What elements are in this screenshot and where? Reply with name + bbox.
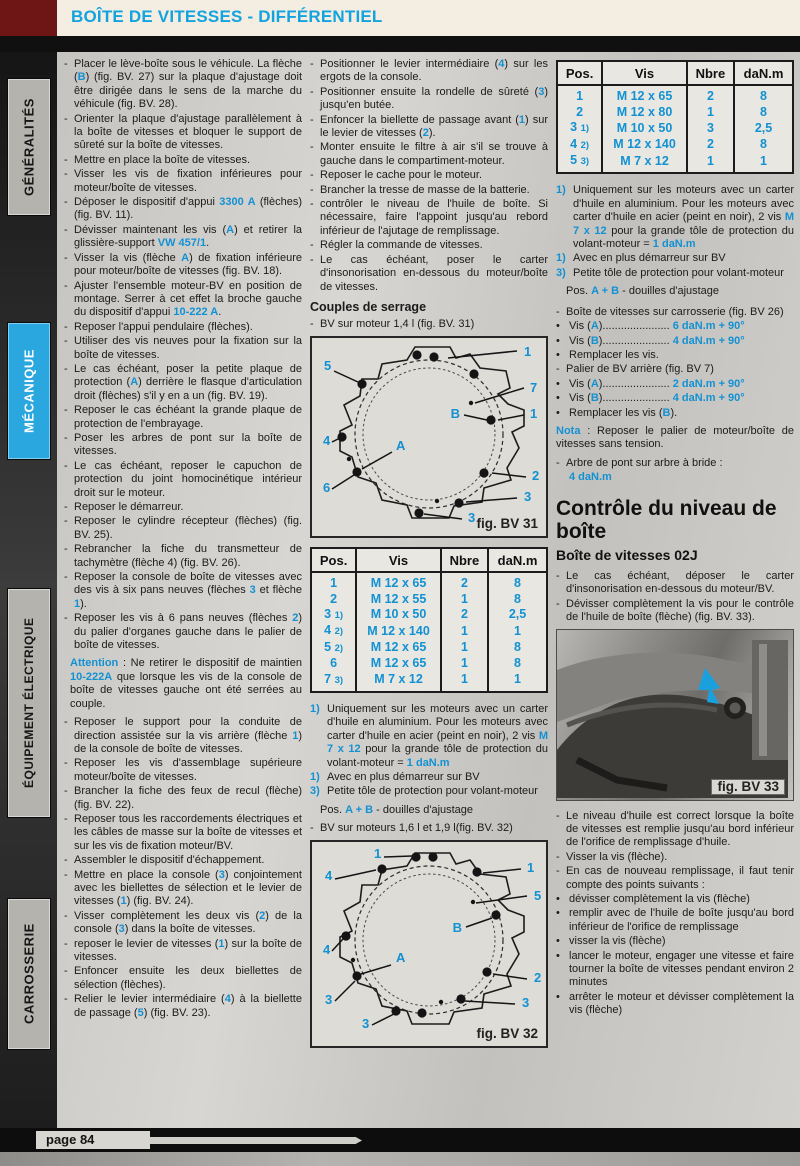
list-item: - Dévisser maintenant les vis (A) et retirer la glissière-support VW 457/1. bbox=[64, 223, 303, 250]
figure-label: 1 bbox=[530, 405, 538, 421]
torque-spec-list bbox=[556, 306, 794, 420]
bolt-dot bbox=[456, 994, 465, 1003]
table-row bbox=[311, 672, 547, 692]
cell: M 7 x 12 bbox=[602, 153, 687, 173]
bolt-dot bbox=[347, 457, 351, 461]
figure-bv33-photo bbox=[556, 629, 794, 801]
list-item: • Vis (A)...................... 2 daN.m + 90° bbox=[556, 377, 745, 390]
bolt-dot bbox=[472, 867, 481, 876]
list-item: Attention : Ne retirer le dispositif de maintien 10-222A que lorsque les vis de la console de boîte de vitesses gauche ont été serrées au couple. bbox=[70, 657, 302, 710]
list-item: 1) Avec en plus démarreur sur BV bbox=[556, 252, 726, 265]
header-divider bbox=[0, 36, 800, 52]
figure-bv31 bbox=[310, 336, 548, 538]
list-item: - Enfoncer ensuite les deux biellettes de sélection (flèches). bbox=[64, 965, 302, 991]
cell: 2,5 bbox=[734, 120, 793, 136]
procedure-list-middle bbox=[310, 58, 548, 294]
callout-line bbox=[466, 918, 492, 927]
list-item: • remplir avec de l'huile de boîte jusqu'au bord inférieur de l'orifice de remplissage bbox=[556, 907, 794, 933]
bolt-dot bbox=[469, 401, 473, 405]
list-item: • dévisser complètement la vis (flèche) bbox=[556, 893, 750, 906]
sidebar-tab-carrosserie[interactable] bbox=[7, 898, 51, 1050]
list-item: - Arbre de pont sur arbre à bride : bbox=[556, 456, 723, 469]
cell: 8 bbox=[488, 656, 547, 671]
cell: 1 bbox=[687, 105, 734, 120]
list-item: - Déposer le dispositif d'appui 3300 A (flèches) (fig. BV. 11). bbox=[64, 196, 302, 222]
page-header bbox=[57, 0, 800, 36]
torque-table-1619l bbox=[556, 60, 794, 174]
figure-bv32 bbox=[310, 840, 548, 1048]
cell: 5 2) bbox=[324, 639, 344, 654]
column-header: Vis bbox=[356, 548, 441, 572]
cell: M 12 x 65 bbox=[602, 85, 687, 104]
figure-label: 4 bbox=[323, 432, 331, 448]
cell: 2 bbox=[576, 104, 584, 119]
bolt-dot bbox=[454, 498, 463, 507]
sidebar-tab-equipement-electrique[interactable] bbox=[7, 588, 51, 818]
section-tab-sidebar bbox=[0, 52, 57, 1128]
list-item: - Positionner le levier intermédiaire (4) sur les ergots de la console. bbox=[310, 58, 548, 84]
figure-label: 4 bbox=[323, 941, 331, 957]
cell: 8 bbox=[488, 572, 547, 591]
tab-label: CARROSSERIE bbox=[21, 923, 37, 1025]
cell: 1 bbox=[488, 672, 547, 692]
underbody-photo-art bbox=[557, 630, 788, 798]
cell: 5 3) bbox=[570, 153, 590, 168]
figure-label: 3 bbox=[325, 991, 333, 1007]
list-item: - Mettre en place la console (3) conjointement avec les biellettes de sélection et le levier de vitesses (1) (fig. BV. 24). bbox=[64, 868, 302, 908]
list-item: - Placer le lève-boîte sous le véhicule. La flèche (B) (fig. BV. 27) sur la plaque d'ajustage doit être dirigée dans le sens de la marche du véhicule (fig. BV. 28). bbox=[64, 58, 302, 111]
column-middle bbox=[310, 58, 548, 1057]
list-item: - Reposer le démarreur. bbox=[64, 501, 184, 513]
list-item: - Palier de BV arrière (fig. BV 7) bbox=[556, 363, 714, 376]
list-item: - Dévisser complètement la vis pour le contrôle de l'huile de boîte (flèche) (fig. BV. 33). bbox=[556, 597, 794, 624]
callout-line bbox=[372, 1014, 394, 1025]
callout-line bbox=[335, 870, 376, 879]
figure-label: 2 bbox=[532, 467, 540, 483]
list-item: - Brancher la fiche des feux de recul (flèche) (fig. BV. 22). bbox=[64, 785, 302, 811]
bolt-dot bbox=[469, 369, 478, 378]
bolt-dot bbox=[471, 899, 475, 903]
cell: M 12 x 140 bbox=[356, 623, 441, 639]
list-item: 1) Uniquement sur les moteurs avec un carter d'huile en aluminium. Pour les moteurs avec carter d'huile en acier (peint en noir), 2 vis M 7 x 12 pour la grande tôle de protection du volant-moteur = 1 daN.m bbox=[556, 184, 794, 251]
table-row bbox=[311, 607, 547, 623]
list-item: - BV sur moteurs 1,6 l et 1,9 l(fig. BV. 32) bbox=[310, 822, 513, 835]
callout-line bbox=[475, 388, 524, 403]
cell: 7 3) bbox=[324, 671, 344, 686]
figure-caption: fig. BV 33 bbox=[711, 779, 785, 794]
cell: M 10 x 50 bbox=[602, 120, 687, 136]
bolt-dot bbox=[435, 499, 439, 503]
bolt-dot bbox=[377, 864, 386, 873]
list-item: - Visser la vis (flèche A) de fixation inférieure pour moteur/boîte de vitesses (fig. BV. 18). bbox=[64, 251, 303, 278]
bolt-dot bbox=[357, 379, 366, 388]
cell: 1 bbox=[441, 592, 488, 607]
fig31-intro bbox=[310, 318, 548, 331]
table-row bbox=[311, 656, 547, 671]
cell: M 12 x 140 bbox=[602, 137, 687, 153]
cell: M 12 x 65 bbox=[356, 640, 441, 656]
cell: 1 bbox=[441, 640, 488, 656]
table-row bbox=[311, 623, 547, 639]
cell: M 10 x 50 bbox=[356, 607, 441, 623]
tab-label: GÉNÉRALITÉS bbox=[21, 98, 37, 196]
column-header: Nbre bbox=[441, 548, 488, 572]
list-item: • Remplacer les vis. bbox=[556, 348, 659, 361]
torque-heading: Couples de serrage bbox=[310, 299, 427, 314]
list-item: 3) Petite tôle de protection pour volant-moteur bbox=[310, 785, 538, 798]
list-item: - Reposer le cas échéant la grande plaque de protection de l'embrayage. bbox=[64, 404, 302, 430]
procedure-list-left bbox=[64, 58, 302, 1020]
list-item: - En cas de nouveau remplissage, il faut tenir compte des points suivants : bbox=[556, 865, 794, 891]
list-item: - Utiliser des vis neuves pour la fixation sur la boîte de vitesses. bbox=[64, 335, 302, 361]
bolt-dot bbox=[352, 971, 361, 980]
figure-label: 7 bbox=[530, 379, 538, 395]
figure-label: B bbox=[452, 919, 462, 935]
cell: M 7 x 12 bbox=[356, 672, 441, 692]
table-row bbox=[557, 85, 793, 104]
bolt-dot bbox=[414, 508, 423, 517]
column-right bbox=[556, 58, 794, 1019]
bolt-dot bbox=[412, 350, 421, 359]
callout-line bbox=[332, 475, 354, 489]
figure-label: 1 bbox=[524, 343, 532, 359]
list-item: - Relier le levier intermédiaire (4) à la biellette de passage (5) (fig. BV. 23). bbox=[64, 993, 302, 1019]
table-row bbox=[557, 120, 793, 136]
bolt-dot bbox=[429, 352, 438, 361]
bolt-dot bbox=[417, 1008, 426, 1017]
table-row bbox=[557, 105, 793, 120]
list-item: - Assembler le dispositif d'échappement. bbox=[64, 854, 265, 867]
list-item: - Rebrancher la fiche du transmetteur de tachymètre (flèche 4) (fig. BV. 26). bbox=[64, 543, 302, 569]
column-header: Pos. bbox=[557, 61, 602, 85]
table-row bbox=[311, 592, 547, 607]
cell: 1 bbox=[734, 153, 793, 173]
fig32-intro bbox=[310, 822, 548, 835]
list-item: - Reposer les vis d'assemblage supérieure moteur/boîte de vitesses. bbox=[64, 757, 302, 783]
column-left bbox=[64, 58, 302, 1021]
cell: 2 bbox=[687, 137, 734, 153]
list-item: - Reposer le support pour la conduite de direction assistée sur la vis arrière (flèche 1) de la console de boîte de vitesses. bbox=[64, 716, 302, 755]
bolt-dot bbox=[479, 468, 488, 477]
cell: 3 1) bbox=[570, 120, 590, 135]
callout-line bbox=[384, 856, 412, 857]
list-item: - Monter ensuite le filtre à air s'il se trouve à gauche dans le compartiment-moteur. bbox=[310, 141, 548, 167]
list-item: - Reposer l'appui pendulaire (flèches). bbox=[64, 320, 253, 333]
cell: 8 bbox=[734, 85, 793, 104]
list-item: • Vis (B)...................... 4 daN.m + 90° bbox=[556, 334, 745, 347]
figure-label: 3 bbox=[468, 509, 476, 525]
oil-check-steps bbox=[556, 570, 794, 625]
bolt-dot bbox=[439, 999, 443, 1003]
scan-edge bbox=[0, 1152, 800, 1166]
footnotes-right bbox=[556, 184, 794, 280]
figure-label: 5 bbox=[324, 357, 332, 373]
list-item: - Boîte de vitesses sur carrosserie (fig. BV 26) bbox=[556, 305, 784, 318]
callout-line bbox=[334, 371, 358, 382]
list-item: • lancer le moteur, engager une vitesse et faire tourner la boîte de vitesses pendant environ 2 minutes bbox=[556, 949, 794, 989]
bellhousing-diagram-bv31 bbox=[312, 338, 545, 536]
corner-red-block bbox=[0, 0, 57, 36]
list-item: - Reposer les vis à 6 pans neuves (flèches 2) du palier d'organes gauche dans le palier de boîte de vitesses. bbox=[64, 612, 302, 652]
callout-line bbox=[448, 351, 517, 358]
list-item: - Mettre en place la boîte de vitesses. bbox=[64, 153, 251, 166]
figure-label: 2 bbox=[534, 969, 542, 985]
table-row bbox=[557, 153, 793, 173]
subheading-gearbox-02j: Boîte de vitesses 02J bbox=[556, 546, 698, 563]
cell: 3 1) bbox=[324, 606, 344, 621]
list-item: - Visser complètement les deux vis (2) de la console (3) dans la boîte de vitesses. bbox=[64, 909, 302, 936]
table-header-row bbox=[557, 61, 793, 85]
figure-label: 1 bbox=[527, 859, 535, 875]
column-header: Pos. bbox=[311, 548, 356, 572]
section-heading-oil-level: Contrôle du niveau de boîte bbox=[556, 496, 777, 543]
table-row bbox=[311, 572, 547, 591]
list-item: - Le niveau d'huile est correct lorsque la boîte de vitesses est remplie jusqu'au bord inférieur de l'orifice de remplissage d'huile. bbox=[556, 809, 794, 849]
cell: 1 bbox=[576, 89, 584, 104]
footer-strip bbox=[150, 1137, 362, 1144]
figure-caption: fig. BV 31 bbox=[476, 516, 538, 532]
list-item: 3) Petite tôle de protection pour volant-moteur bbox=[556, 266, 784, 279]
list-item: - reposer le levier de vitesses (1) sur la boîte de vitesses. bbox=[64, 937, 303, 963]
list-item: - Le cas échéant, déposer le carter d'insonorisation en-dessous du moteur/BV. bbox=[556, 569, 794, 596]
cell: 2 bbox=[441, 607, 488, 623]
figure-caption: fig. BV 32 bbox=[476, 1026, 538, 1042]
list-item: - Reposer le cache pour le moteur. bbox=[310, 169, 483, 182]
nota-block bbox=[556, 425, 794, 485]
callout-line bbox=[332, 939, 343, 951]
page-footer bbox=[0, 1128, 800, 1152]
cell: 1 bbox=[488, 623, 547, 639]
list-item: • visser la vis (flèche) bbox=[556, 935, 666, 948]
list-item: 4 daN.m bbox=[569, 471, 612, 484]
list-item: - Enfoncer la biellette de passage avant (1) sur le levier de vitesses (2). bbox=[310, 113, 548, 140]
bolt-dot bbox=[337, 432, 346, 441]
list-item: - Reposer tous les raccordements électriques et les câbles de masse sur la boîte de vitesses et sur les vis de fixation moteur/BV. bbox=[64, 812, 302, 852]
list-item: - Reposer le cylindre récepteur (flèches) (fig. BV. 25). bbox=[64, 515, 302, 541]
list-item: - Le cas échéant, reposer le capuchon de protection du joint homocinétique intérieur droit sur le moteur. bbox=[64, 459, 302, 499]
list-item: - BV sur moteur 1,4 l (fig. BV. 31) bbox=[310, 318, 475, 331]
list-item: • Remplacer les vis (B). bbox=[556, 406, 678, 419]
list-item: • arrêter le moteur et dévisser complètement la vis (flèche) bbox=[556, 990, 794, 1017]
list-item: - Ajuster l'ensemble moteur-BV en position de montage. Serrer à cet effet la broche gauche du dispositif d'appui 10-222 A. bbox=[64, 279, 302, 319]
pos-ab-line: Pos. A + B - douilles d'ajustage bbox=[566, 285, 720, 298]
cell: 8 bbox=[488, 592, 547, 607]
list-item: - Orienter la plaque d'ajustage parallèlement à la boîte de vitesses et bloquer le support de sûreté sur la boîte de vitesses. bbox=[64, 112, 302, 152]
cell: M 12 x 65 bbox=[356, 572, 441, 591]
list-item: - Positionner ensuite la rondelle de sûreté (3) jusqu'en butée. bbox=[310, 85, 548, 112]
cell: 1 bbox=[441, 623, 488, 639]
table-header-row bbox=[311, 548, 547, 572]
bellhousing-diagram-bv32 bbox=[312, 842, 545, 1046]
list-item: - Reposer la console de boîte de vitesses avec des vis à six pans neuves (flèches 3 et flèche 1). bbox=[64, 571, 303, 610]
callout-line bbox=[483, 869, 521, 873]
cell: 3 bbox=[687, 120, 734, 136]
figure-label: 3 bbox=[522, 994, 530, 1010]
oil-fill-steps bbox=[556, 810, 794, 1018]
cell: 1 bbox=[687, 153, 734, 173]
callout-line bbox=[466, 498, 517, 502]
figure-label: 4 bbox=[325, 867, 333, 883]
list-item: - Poser les arbres de pont sur la boîte de vitesses. bbox=[64, 431, 302, 458]
table-row bbox=[557, 137, 793, 153]
list-item: - Visser la vis (flèche). bbox=[556, 850, 668, 863]
figure-label: 6 bbox=[323, 479, 331, 495]
cell: M 12 x 65 bbox=[356, 656, 441, 671]
cell: 8 bbox=[734, 105, 793, 120]
cell: 6 bbox=[330, 656, 338, 671]
figure-label: 1 bbox=[374, 845, 382, 861]
figure-label: 3 bbox=[524, 488, 532, 504]
cell: 8 bbox=[488, 640, 547, 656]
figure-label: A bbox=[396, 949, 406, 965]
list-item: 1) Avec en plus démarreur sur BV bbox=[310, 771, 480, 783]
list-item: - contrôler le niveau de l'huile de boîte. Si nécessaire, faire l'appoint jusqu'au rebord inférieur de l'ajutage de remplissage. bbox=[310, 198, 548, 237]
page-title: BOÎTE DE VITESSES - DIFFÉRENTIEL bbox=[71, 7, 383, 26]
list-item: - Brancher la tresse de masse de la batterie. bbox=[310, 183, 530, 196]
cell: 4 2) bbox=[324, 623, 344, 638]
page-number: page 84 bbox=[36, 1131, 150, 1149]
bolt-dot bbox=[486, 415, 495, 424]
list-item: - Le cas échéant, poser la petite plaque de protection (A) derrière le flasque d'articulation droit (flèches) s'il y en a un (fig. BV. 19). bbox=[64, 362, 302, 402]
bolt-dot bbox=[428, 852, 437, 861]
sidebar-tab-mecanique[interactable] bbox=[7, 322, 51, 460]
cell: M 12 x 55 bbox=[356, 592, 441, 607]
figure-label: 5 bbox=[534, 887, 542, 903]
bolt-dot bbox=[491, 910, 500, 919]
bolt-dot bbox=[482, 967, 491, 976]
column-header: daN.m bbox=[488, 548, 547, 572]
cell: 4 2) bbox=[570, 136, 590, 151]
figure-label: B bbox=[450, 405, 460, 421]
list-item: - Le cas échéant, poser le carter d'insonorisation en-dessous du moteur/boîte de vitesses. bbox=[310, 253, 548, 293]
tab-label: ÉQUIPEMENT ÉLECTRIQUE bbox=[22, 617, 36, 789]
list-item: • Vis (A)...................... 6 daN.m + 90° bbox=[556, 320, 745, 333]
column-header: daN.m bbox=[734, 61, 793, 85]
callout-line bbox=[493, 974, 527, 979]
callout-line bbox=[361, 965, 391, 974]
callout-line bbox=[335, 981, 355, 1001]
footnotes-middle bbox=[310, 703, 548, 799]
cell: 2 bbox=[330, 591, 338, 606]
cell: 2 bbox=[441, 572, 488, 591]
figure-label: 3 bbox=[362, 1015, 370, 1031]
cell: 1 bbox=[441, 656, 488, 671]
cell: 8 bbox=[734, 137, 793, 153]
sidebar-tab-generalites[interactable] bbox=[7, 78, 51, 216]
pos-ab-line: Pos. A + B - douilles d'ajustage bbox=[320, 803, 474, 816]
cell: 1 bbox=[330, 576, 338, 591]
column-header: Vis bbox=[602, 61, 687, 85]
tab-label: MÉCANIQUE bbox=[21, 349, 37, 433]
callout-line bbox=[465, 1001, 515, 1004]
cell: 1 bbox=[441, 672, 488, 692]
callout-line bbox=[498, 415, 524, 420]
list-item: - Visser les vis de fixation inférieures pour moteur/boîte de vitesses. bbox=[64, 168, 302, 194]
cell: 2 bbox=[687, 85, 734, 104]
bolt-dot bbox=[351, 957, 355, 961]
list-item: • Vis (B)...................... 4 daN.m + 90° bbox=[556, 392, 745, 405]
list-item: - Régler la commande de vitesses. bbox=[310, 239, 483, 252]
cell: M 12 x 80 bbox=[602, 105, 687, 120]
bolt-dot bbox=[411, 852, 420, 861]
callout-line bbox=[476, 896, 527, 903]
cell: 2,5 bbox=[488, 607, 547, 623]
column-header: Nbre bbox=[687, 61, 734, 85]
torque-table-14l bbox=[310, 547, 548, 693]
figure-label: A bbox=[396, 437, 406, 453]
table-row bbox=[311, 640, 547, 656]
page-body bbox=[57, 52, 800, 1128]
callout-line bbox=[464, 415, 487, 420]
list-item: 1) Uniquement sur les moteurs avec un carter d'huile en aluminium. Pour les moteurs avec carter d'huile en acier (peint en noir), 2 vis M 7 x 12 pour la grande tôle de protection du volant-moteur = 1 daN.m bbox=[310, 702, 548, 769]
list-item: Nota : Reposer le palier de moteur/boîte de vitesses sans tension. bbox=[556, 424, 794, 451]
